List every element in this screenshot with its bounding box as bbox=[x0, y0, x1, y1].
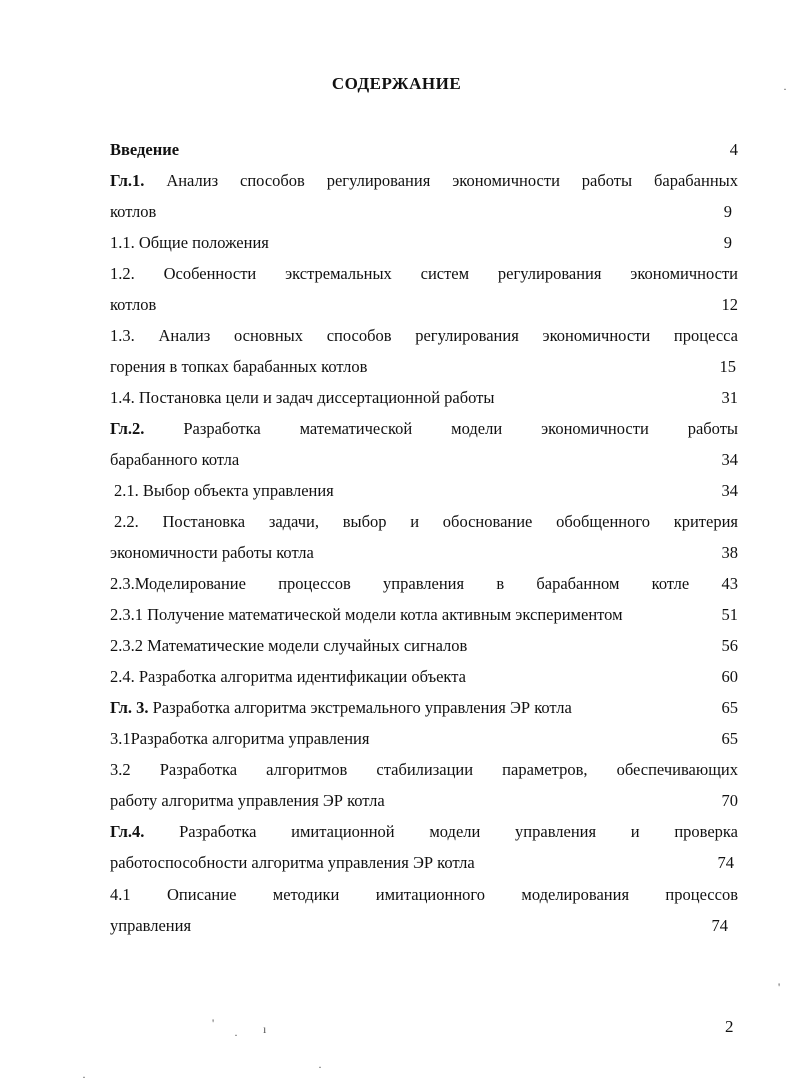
scan-speck: ı bbox=[263, 1022, 267, 1036]
toc-entry-cont: работу алгоритма управления ЭР котла bbox=[110, 791, 385, 810]
toc-entry-3-1 bbox=[110, 728, 738, 750]
toc-entry-text: 2.2. Постановка задачи, выбор и обоснование обобщенного критерия bbox=[114, 512, 738, 531]
toc-entry-cont: работоспособности алгоритма управления ЭР котла bbox=[110, 853, 475, 872]
scan-speck: · bbox=[783, 82, 787, 96]
toc-entry-1-4 bbox=[110, 387, 738, 409]
toc-chapter-prefix: Гл.2. bbox=[110, 419, 145, 438]
toc-page-number: 65 bbox=[721, 698, 738, 717]
toc-entry-continuation bbox=[110, 201, 738, 223]
toc-page-number: 9 bbox=[723, 233, 732, 252]
toc-entry-text: 3.2 Разработка алгоритмов стабилизации параметров, обеспечивающих bbox=[110, 760, 738, 779]
toc-entry-continuation bbox=[110, 790, 738, 812]
toc-entry-label: 2.3.1 Получение математической модели котла активным экспериментом bbox=[110, 605, 623, 624]
toc-entry-label: 3.1Разработка алгоритма управления bbox=[110, 729, 370, 748]
toc-entry-label: 2.1. Выбор объекта управления bbox=[114, 481, 334, 500]
toc-entry-2-2 bbox=[114, 511, 738, 533]
toc-entry-text: 1.2. Особенности экстремальных систем регулирования экономичности bbox=[110, 264, 738, 283]
toc-entry-2-3 bbox=[110, 573, 738, 595]
toc-entry-2-1 bbox=[114, 480, 738, 502]
toc-page-number: 38 bbox=[721, 543, 738, 562]
scan-speck: ' bbox=[778, 980, 781, 994]
scan-speck: · bbox=[318, 1060, 322, 1074]
toc-entry-1-2 bbox=[110, 263, 738, 285]
toc-page-number: 12 bbox=[721, 295, 738, 314]
toc-page-number: 56 bbox=[721, 636, 738, 655]
toc-chapter-prefix: Гл.4. bbox=[110, 822, 145, 841]
toc-entry-cont: управления bbox=[110, 916, 192, 935]
toc-entry-1-1 bbox=[110, 232, 738, 254]
toc-entry-text: Разработка алгоритма экстремального управления ЭР котла bbox=[152, 698, 572, 717]
scan-speck: · bbox=[234, 1028, 238, 1042]
toc-entry-text: Разработка математической модели экономичности работы bbox=[183, 419, 739, 438]
scan-speck: ' bbox=[212, 1016, 215, 1030]
toc-entry-chapter-3 bbox=[110, 697, 738, 719]
toc-entry-chapter-2 bbox=[110, 418, 738, 440]
toc-entry-1-3 bbox=[110, 325, 738, 347]
toc-entry-2-3-1 bbox=[110, 604, 738, 626]
toc-entry-label: Введение bbox=[110, 140, 180, 159]
toc-entry-introduction bbox=[110, 139, 738, 161]
toc-entry-3-2 bbox=[110, 759, 738, 781]
toc-page-number: 65 bbox=[721, 729, 738, 748]
toc-chapter-prefix: Гл.1. bbox=[110, 171, 145, 190]
toc-page-number: 74 bbox=[711, 916, 728, 935]
toc-chapter-prefix: Гл. 3. bbox=[110, 698, 149, 717]
toc-entry-continuation bbox=[110, 852, 738, 874]
toc-page-number: 74 bbox=[717, 853, 734, 872]
toc-page-number: 4 bbox=[729, 140, 738, 159]
toc-page-number: 15 bbox=[719, 357, 736, 376]
toc-entry-continuation bbox=[110, 449, 738, 471]
toc-page-number: 43 bbox=[721, 574, 738, 593]
toc-entry-label: 2.4. Разработка алгоритма идентификации объекта bbox=[110, 667, 466, 686]
toc-entry-label: 2.3.Моделирование процессов управления в барабанном котле bbox=[110, 574, 690, 593]
toc-page-number: 70 bbox=[721, 791, 738, 810]
page-title: СОДЕРЖАНИЕ bbox=[331, 74, 462, 93]
toc-page-number: 51 bbox=[721, 605, 738, 624]
toc-entry-continuation bbox=[110, 356, 738, 378]
toc-page-number: 31 bbox=[721, 388, 738, 407]
toc-page-number: 34 bbox=[721, 481, 738, 500]
toc-entry-cont: котлов bbox=[110, 295, 157, 314]
toc-entry-continuation bbox=[110, 915, 738, 937]
toc-entry-2-3-2 bbox=[110, 635, 738, 657]
toc-entry-label: 1.4. Постановка цели и задач диссертационной работы bbox=[110, 388, 495, 407]
toc-entry-cont: котлов bbox=[110, 202, 157, 221]
toc-entry-cont: горения в топках барабанных котлов bbox=[110, 357, 368, 376]
toc-entry-continuation bbox=[110, 542, 738, 564]
toc-entry-text: 1.3. Анализ основных способов регулирования экономичности процесса bbox=[110, 326, 738, 345]
toc-entry-chapter-4 bbox=[110, 821, 738, 843]
scan-speck: · bbox=[82, 1070, 86, 1084]
toc-entry-cont: экономичности работы котла bbox=[110, 543, 314, 562]
page-number: 2 bbox=[725, 1017, 734, 1036]
toc-entry-chapter-1 bbox=[110, 170, 738, 192]
toc-entry-continuation bbox=[110, 294, 738, 316]
toc-entry-text: Разработка имитационной модели управления и проверка bbox=[179, 822, 739, 841]
toc-entry-label: 1.1. Общие положения bbox=[110, 233, 269, 252]
toc-page-number: 60 bbox=[721, 667, 738, 686]
toc-entry-text: Анализ способов регулирования экономичности работы барабанных bbox=[166, 171, 739, 190]
toc-page-number: 9 bbox=[723, 202, 732, 221]
toc-entry-2-4 bbox=[110, 666, 738, 688]
toc-page-number: 34 bbox=[721, 450, 738, 469]
toc-entry-label: 2.3.2 Математические модели случайных сигналов bbox=[110, 636, 468, 655]
toc-entry-4-1 bbox=[110, 884, 738, 906]
toc-entry-cont: барабанного котла bbox=[110, 450, 240, 469]
toc-entry-text: 4.1 Описание методики имитационного моделирования процессов bbox=[110, 885, 738, 904]
